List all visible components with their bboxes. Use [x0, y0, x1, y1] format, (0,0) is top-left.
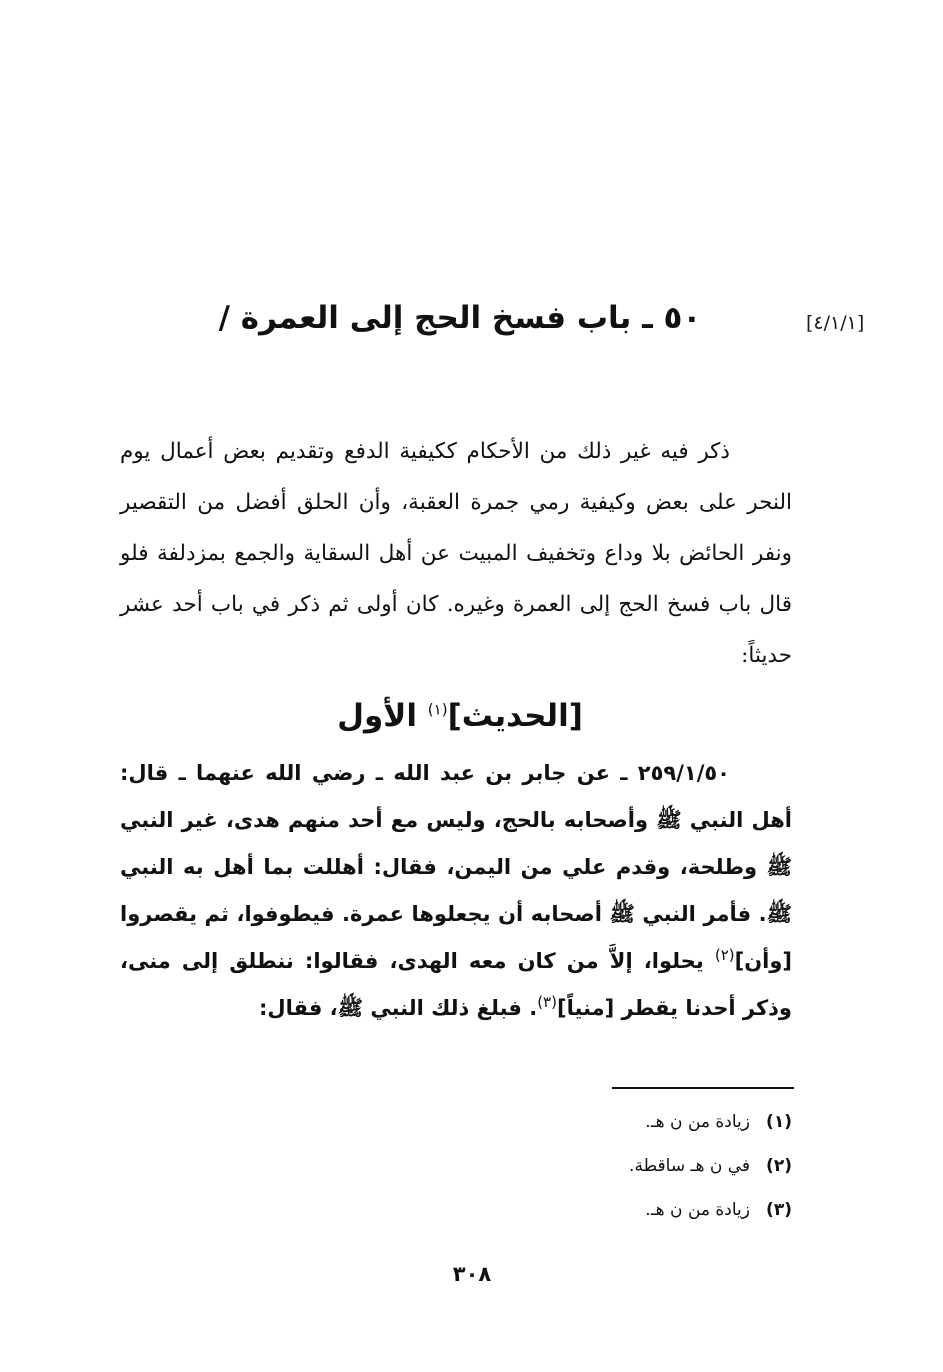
footnote-text: في ن هـ ساقطة. [629, 1156, 750, 1176]
footnote-ref-3: (٣) [537, 993, 557, 1011]
footnote-number: (١) [766, 1112, 792, 1132]
chapter-title: ٥٠ ـ باب فسخ الحج إلى العمرة / [218, 300, 702, 336]
footnote-item [400, 1144, 792, 1188]
footnote-item [400, 1100, 792, 1144]
hadith-heading-label: [الحديث] [447, 698, 583, 734]
hadith-heading-ordinal: الأول [337, 698, 428, 734]
footnote-number: (٢) [766, 1156, 792, 1176]
footnote-ref-1: (١) [427, 700, 448, 719]
intro-text: ذكر فيه غير ذلك من الأحكام ككيفية الدفع وتقديم بعض أعمال يوم النحر على بعض وكيفية رمي جمرة العقبة، وأن الحلق أفضل من التقصير ونفر الحائض بلا وداع وتخفيف المبيت عن أهل السقاية والجمع بمزدلفة فلو قال باب فسخ الحج إلى العمرة وغيره. كان أولى ثم ذكر في باب أحد عشر حديثاً: [120, 439, 792, 668]
footnote-number: (٣) [766, 1200, 792, 1220]
hadith-paragraph [120, 750, 792, 1032]
page-number: ٣٠٨ [452, 1262, 492, 1286]
hadith-segment-1: ٢٥٩/١/٥٠ ـ عن جابر بن عبد الله ـ رضي الله عنهما ـ قال: أهل النبي ﷺ وأصحابه بالحج، وليس مع أحد منهم هدى، غير النبي ﷺ وطلحة، وقدم علي من اليمن، فقال: أهللت بما أهل به النبي ﷺ. فأمر النبي ﷺ أصحابه أن يجعلوها عمرة. فيطوفوا، ثم يقصروا [وأن] [120, 761, 792, 973]
intro-paragraph [120, 426, 792, 681]
hadith-heading [300, 698, 620, 734]
footnote-divider [612, 1087, 794, 1089]
footnote-text: زيادة من ن هـ. [645, 1200, 750, 1220]
footnote-text: زيادة من ن هـ. [645, 1112, 750, 1132]
footnote-item [400, 1188, 792, 1232]
footnote-ref-2: (٢) [714, 946, 735, 964]
page-reference-mark: [٤/١/١] [806, 312, 865, 334]
footnotes-list [400, 1100, 792, 1232]
hadith-segment-2: يحلوا، إلاَّ من كان معه الهدى، فقالوا: ننطلق إلى منى، وذكر أحدنا يقطر [منياً] [120, 949, 792, 1020]
hadith-text-block [120, 750, 792, 1032]
hadith-segment-3: . فبلغ ذلك النبي ﷺ، فقال: [259, 996, 538, 1020]
